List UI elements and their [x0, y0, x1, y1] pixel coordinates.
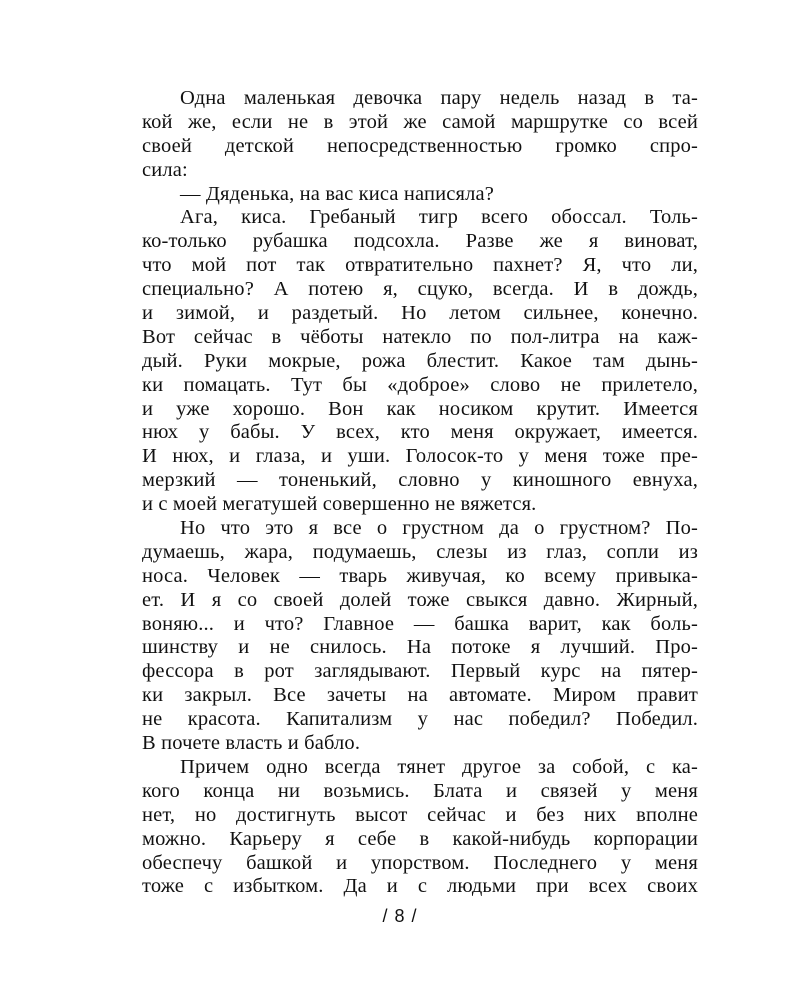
- text-line: — Дяденька, на вас киса написяла?: [180, 182, 494, 205]
- text-line: носа. Человек — тварь живучая, ко всему привыка-: [142, 564, 698, 587]
- text-line: И нюх, и глаза, и уши. Голосок-то у меня тоже пре-: [142, 445, 698, 468]
- text-line: не красота. Капитализм у нас победил? Победил.: [142, 708, 698, 731]
- text-line: Вот сейчас в чёботы натекло по пол-литра на каж-: [142, 325, 698, 348]
- text-line: Одна маленькая девочка пару недель назад в та-: [180, 87, 698, 109]
- text-line: дый. Руки мокрые, рожа блестит. Какое там дынь-: [142, 349, 698, 372]
- text-line: ки закрыл. Все зачеты на автомате. Миром правит: [142, 684, 698, 707]
- text-line: обеспечу башкой и упорством. Последнего у меня: [142, 851, 698, 874]
- text-line: кой же, если не в этой же самой маршрутке со всей: [142, 110, 698, 133]
- text-line: и с моей мегатушей совершенно не вяжется.: [142, 493, 537, 516]
- text-line: сила:: [142, 158, 188, 181]
- text-line: специально? А потею я, сцуко, всегда. И в дождь,: [142, 278, 698, 301]
- text-line: своей детской непосредственностью громко спро-: [142, 134, 698, 157]
- page-number: / 8 /: [382, 906, 418, 926]
- text-line: ки помацать. Тут бы «доброе» слово не прилетело,: [142, 373, 698, 396]
- text-line: воняю... и что? Главное — башка варит, как боль-: [142, 612, 698, 635]
- text-line: мерзкий — тоненький, словно у киношного евнуха,: [142, 469, 698, 492]
- text-line: и уже хорошо. Вон как носиком крутит. Имеется: [142, 397, 698, 420]
- text-line: Причем одно всегда тянет другое за собой, с ка-: [180, 755, 698, 778]
- text-line: шинству и не снилось. На потоке я лучший. Про-: [142, 636, 698, 659]
- body-text: [142, 87, 698, 899]
- text-line: В почете власть и бабло.: [142, 732, 361, 755]
- text-line: фессора в рот заглядывают. Первый курс на пятер-: [142, 660, 698, 683]
- text-line: нет, но достигнуть высот сейчас и без них вполне: [142, 803, 698, 826]
- text-line: Но что это я все о грустном да о грустном? По-: [180, 517, 698, 540]
- text-line: и зимой, и раздетый. Но летом сильнее, конечно.: [142, 302, 698, 325]
- text-line: можно. Карьеру я себе в какой-нибудь корпорации: [142, 827, 698, 850]
- text-line: ет. И я со своей долей тоже свыкся давно. Жирный,: [142, 588, 698, 611]
- text-line: тоже с избытком. Да и с людьми при всех своих: [142, 875, 698, 898]
- text-line: что мой пот так отвратительно пахнет? Я, что ли,: [142, 254, 698, 277]
- text-line: ко-только рубашка подсохла. Разве же я виноват,: [142, 230, 698, 253]
- text-line: Ага, киса. Гребаный тигр всего обоссал. Толь-: [180, 206, 698, 229]
- text-line: кого конца ни возьмись. Блата и связей у меня: [142, 779, 698, 802]
- text-line: нюх у бабы. У всех, кто меня окружает, имеется.: [142, 421, 698, 444]
- text-line: думаешь, жара, подумаешь, слезы из глаз, сопли из: [142, 540, 698, 563]
